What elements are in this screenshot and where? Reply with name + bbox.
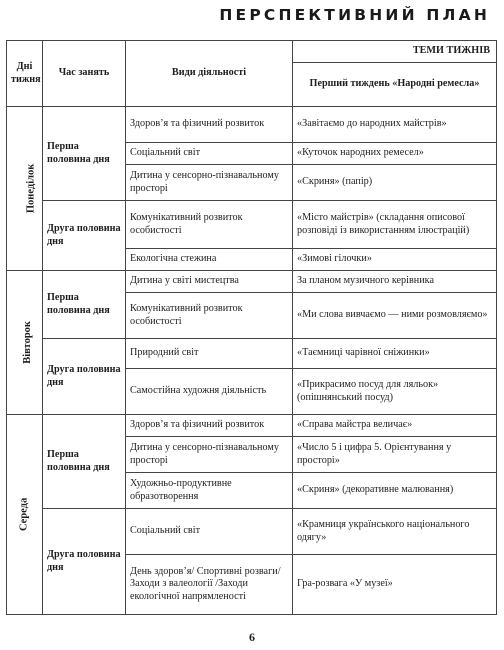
theme-cell: «Крамниця українського національного одягу» xyxy=(293,509,497,555)
page-number: 6 xyxy=(249,630,255,644)
plan-table xyxy=(6,40,497,615)
activity-cell: Екологічна стежина xyxy=(126,249,293,271)
theme-cell: «Скриня» (папір) xyxy=(293,165,497,201)
activity-cell: Здоров’я та фізичний розвиток xyxy=(126,107,293,143)
activity-cell: Природний світ xyxy=(126,339,293,369)
time-cell: Перша половина дня xyxy=(43,107,126,201)
theme-cell: «Завітаємо до народних майстрів» xyxy=(293,107,497,143)
table-row xyxy=(7,415,497,437)
theme-cell: За планом музичного керівника xyxy=(293,271,497,293)
time-cell: Друга половина дня xyxy=(43,201,126,271)
theme-cell: «Справа майстра величає» xyxy=(293,415,497,437)
day-label: Вівторок xyxy=(21,321,33,364)
theme-cell: «Таємниці чарівної сніжинки» xyxy=(293,339,497,369)
time-cell: Перша половина дня xyxy=(43,271,126,339)
header-week: Перший тиждень «Народні ремесла» xyxy=(293,63,497,107)
header-activity: Види діяльності xyxy=(126,41,293,107)
theme-cell: «Зимові гілочки» xyxy=(293,249,497,271)
day-label: Середа xyxy=(18,497,30,532)
theme-cell: «Скриня» (декоративне малювання) xyxy=(293,473,497,509)
day-cell xyxy=(7,415,43,615)
table-row xyxy=(7,107,497,143)
activity-cell: Соціальний світ xyxy=(126,143,293,165)
activity-cell: Здоров’я та фізичний розвиток xyxy=(126,415,293,437)
page-title: ПЕРСПЕКТИВНИЙ ПЛАН xyxy=(219,6,490,24)
table-row xyxy=(7,339,497,369)
activity-cell: Художньо-продуктивне образотворення xyxy=(126,473,293,509)
table-row xyxy=(7,271,497,293)
table-row xyxy=(7,201,497,249)
time-cell: Друга половина дня xyxy=(43,509,126,615)
activity-cell: Комунікативний розвиток особистості xyxy=(126,201,293,249)
activity-cell: Комунікативний розвиток особистості xyxy=(126,293,293,339)
theme-cell: «Місто майстрів» (складання описової розповіді із використанням ілюстрацій) xyxy=(293,201,497,249)
day-cell xyxy=(7,271,43,415)
table-row xyxy=(7,509,497,555)
day-cell xyxy=(7,107,43,271)
activity-cell: Соціальний світ xyxy=(126,509,293,555)
header-themes: ТЕМИ ТИЖНІВ xyxy=(293,41,497,63)
activity-cell: Дитина у сенсорно-пізнавальному просторі xyxy=(126,165,293,201)
theme-cell: «Прикрасимо посуд для ляльок» (опішнянський посуд) xyxy=(293,369,497,415)
day-label: Понеділок xyxy=(25,163,37,214)
theme-cell: «Число 5 і цифра 5. Орієнтування у просторі» xyxy=(293,437,497,473)
activity-cell: Самостійна художня діяльність xyxy=(126,369,293,415)
theme-cell: «Ми слова вивчаємо — ними розмовляємо» xyxy=(293,293,497,339)
activity-cell: Дитина у світі мистецтва xyxy=(126,271,293,293)
theme-cell: «Куточок народних ремесел» xyxy=(293,143,497,165)
time-cell: Перша половина дня xyxy=(43,415,126,509)
header-time: Час занять xyxy=(43,41,126,107)
activity-cell: Дитина у сенсорно-пізнавальному просторі xyxy=(126,437,293,473)
activity-cell: День здоров’я/ Спортивні розваги/ Заходи з валеології /Заходи екологічної напрямленості xyxy=(126,555,293,615)
theme-cell: Гра-розвага «У музеї» xyxy=(293,555,497,615)
header-day: Дні тижня xyxy=(7,41,43,107)
time-cell: Друга половина дня xyxy=(43,339,126,415)
